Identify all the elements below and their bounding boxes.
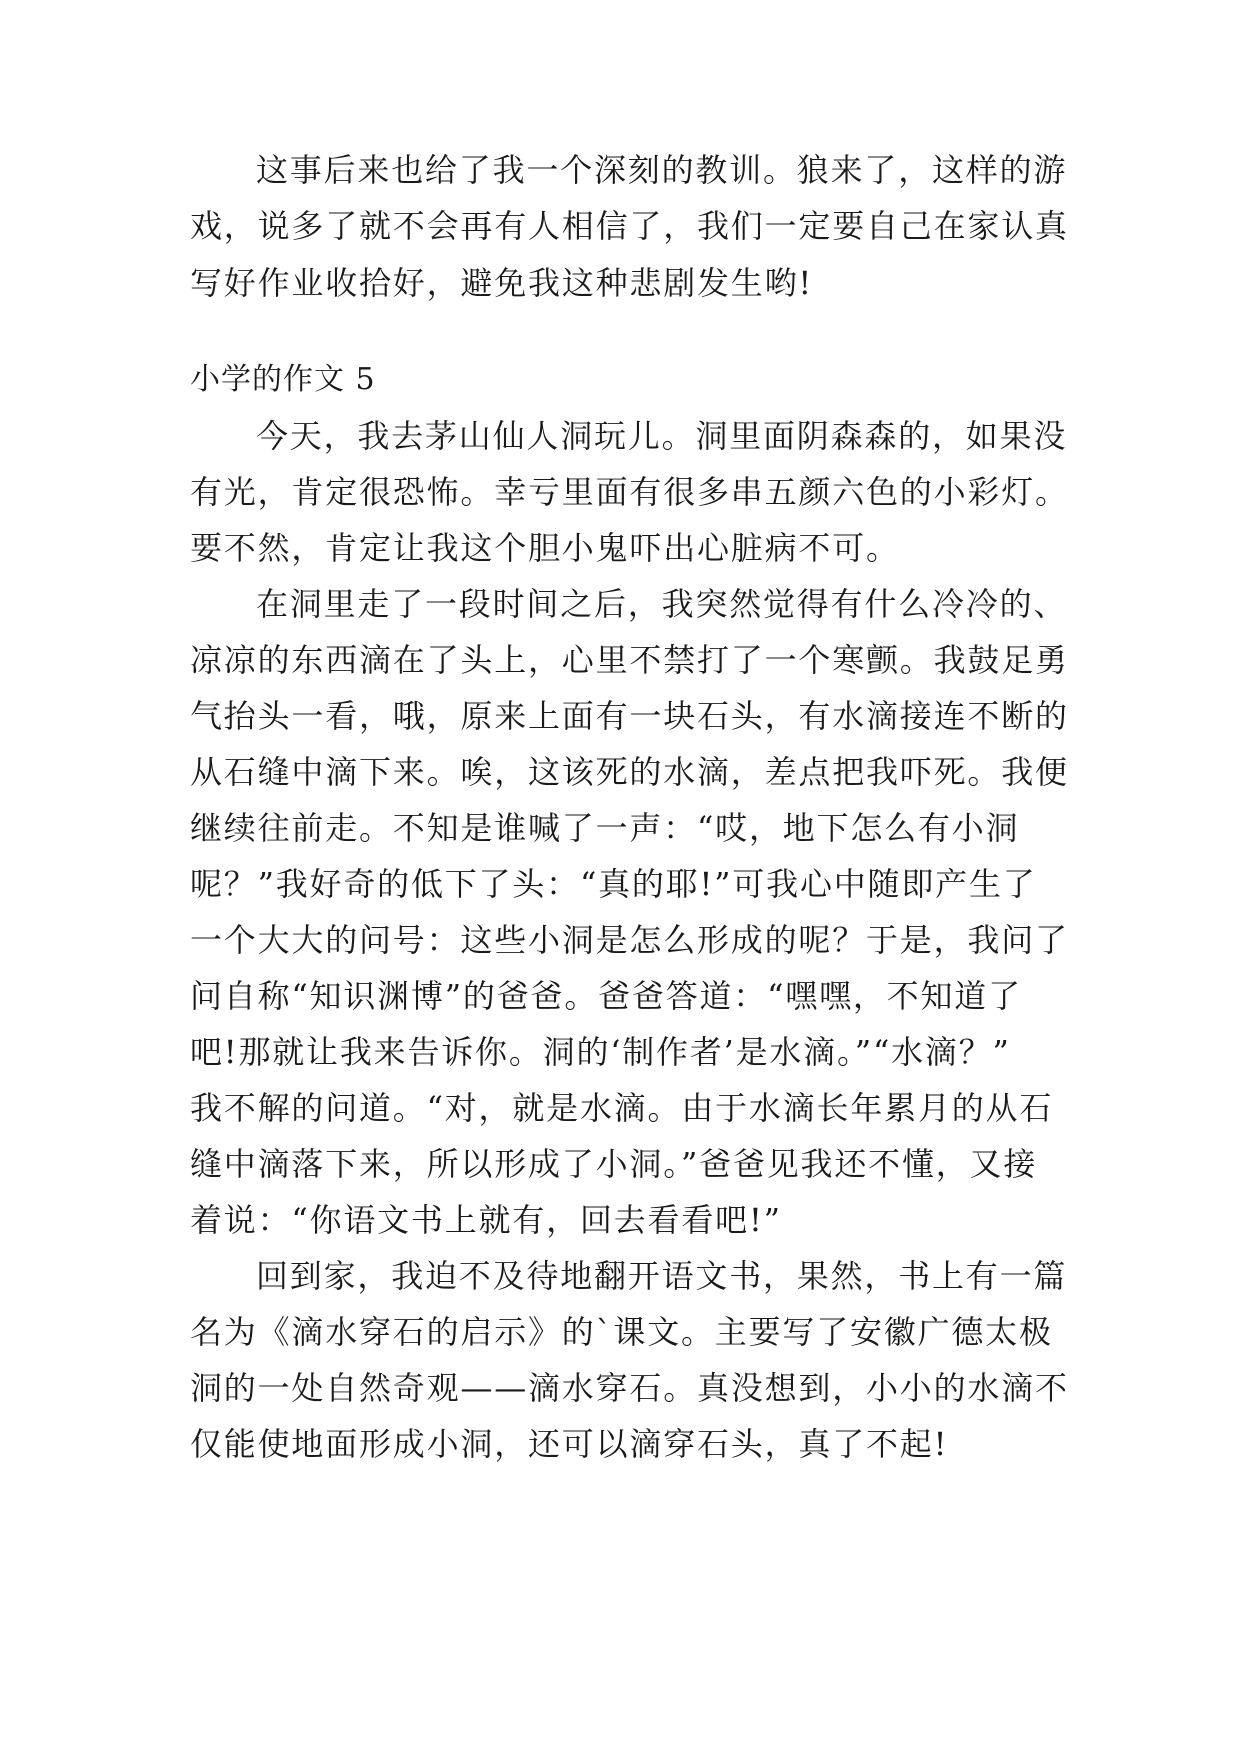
paragraph-line: 这事后来也给了我一个深刻的教训。狼来了，这样的游	[256, 151, 1068, 189]
paragraph-line: 今天，我去茅山仙人洞玩儿。洞里面阴森森的，如果没	[256, 417, 1068, 455]
paragraph-line: 在洞里走了一段时间之后，我突然觉得有什么冷冷的、	[256, 585, 1068, 623]
paragraph-line: 仅能使地面形成小洞，还可以滴穿石头，真了不起!	[190, 1425, 949, 1463]
paragraph-line: 写好作业收拾好，避免我这种悲剧发生哟!	[190, 264, 814, 302]
paragraph-line: 从石缝中滴下来。唉，这该死的水滴，差点把我吓死。我便	[190, 753, 1069, 791]
paragraph-line: 戏，说多了就不会再有人相信了，我们一定要自己在家认真	[190, 207, 1069, 245]
paragraph-line: 问自称“知识渊博”的爸爸。爸爸答道：“嘿嘿，不知道了	[190, 977, 1022, 1015]
section-title: 小学的作文 5	[190, 362, 376, 397]
paragraph-line: 名为《滴水穿石的启示》的`课文。主要写了安徽广德太极	[190, 1313, 1053, 1351]
paragraph-line: 洞的一处自然奇观——滴水穿石。真没想到，小小的水滴不	[190, 1369, 1069, 1407]
paragraph-line: 继续往前走。不知是谁喊了一声：“哎，地下怎么有小洞	[190, 809, 1020, 847]
paragraph-line: 呢？”我好奇的低下了头：“真的耶!”可我心中随即产生了	[190, 865, 1037, 903]
paragraph-line: 一个大大的问号：这些小洞是怎么形成的呢？于是，我问了	[190, 921, 1069, 959]
paragraph-line: 吧!那就让我来告诉你。洞的‘制作者’是水滴。”“水滴？”	[190, 1033, 1011, 1071]
paragraph-line: 有光，肯定很恐怖。幸亏里面有很多串五颜六色的小彩灯。	[190, 473, 1069, 511]
paragraph-line: 我不解的问道。“对，就是水滴。由于水滴长年累月的从石	[190, 1089, 1054, 1127]
paragraph-line: 要不然，肯定让我这个胆小鬼吓出心脏病不可。	[190, 529, 900, 567]
paragraph-line: 回到家，我迫不及待地翻开语文书，果然，书上有一篇	[256, 1257, 1068, 1295]
paragraph-line: 着说：“你语文书上就有，回去看看吧!”	[190, 1201, 782, 1239]
paragraph-line: 凉凉的东西滴在了头上，心里不禁打了一个寒颤。我鼓足勇	[190, 641, 1069, 679]
paragraph-line: 气抬头一看，哦，原来上面有一块石头，有水滴接连不断的	[190, 697, 1069, 735]
paragraph-line: 缝中滴落下来，所以形成了小洞。”爸爸见我还不懂，又接	[190, 1145, 1038, 1183]
